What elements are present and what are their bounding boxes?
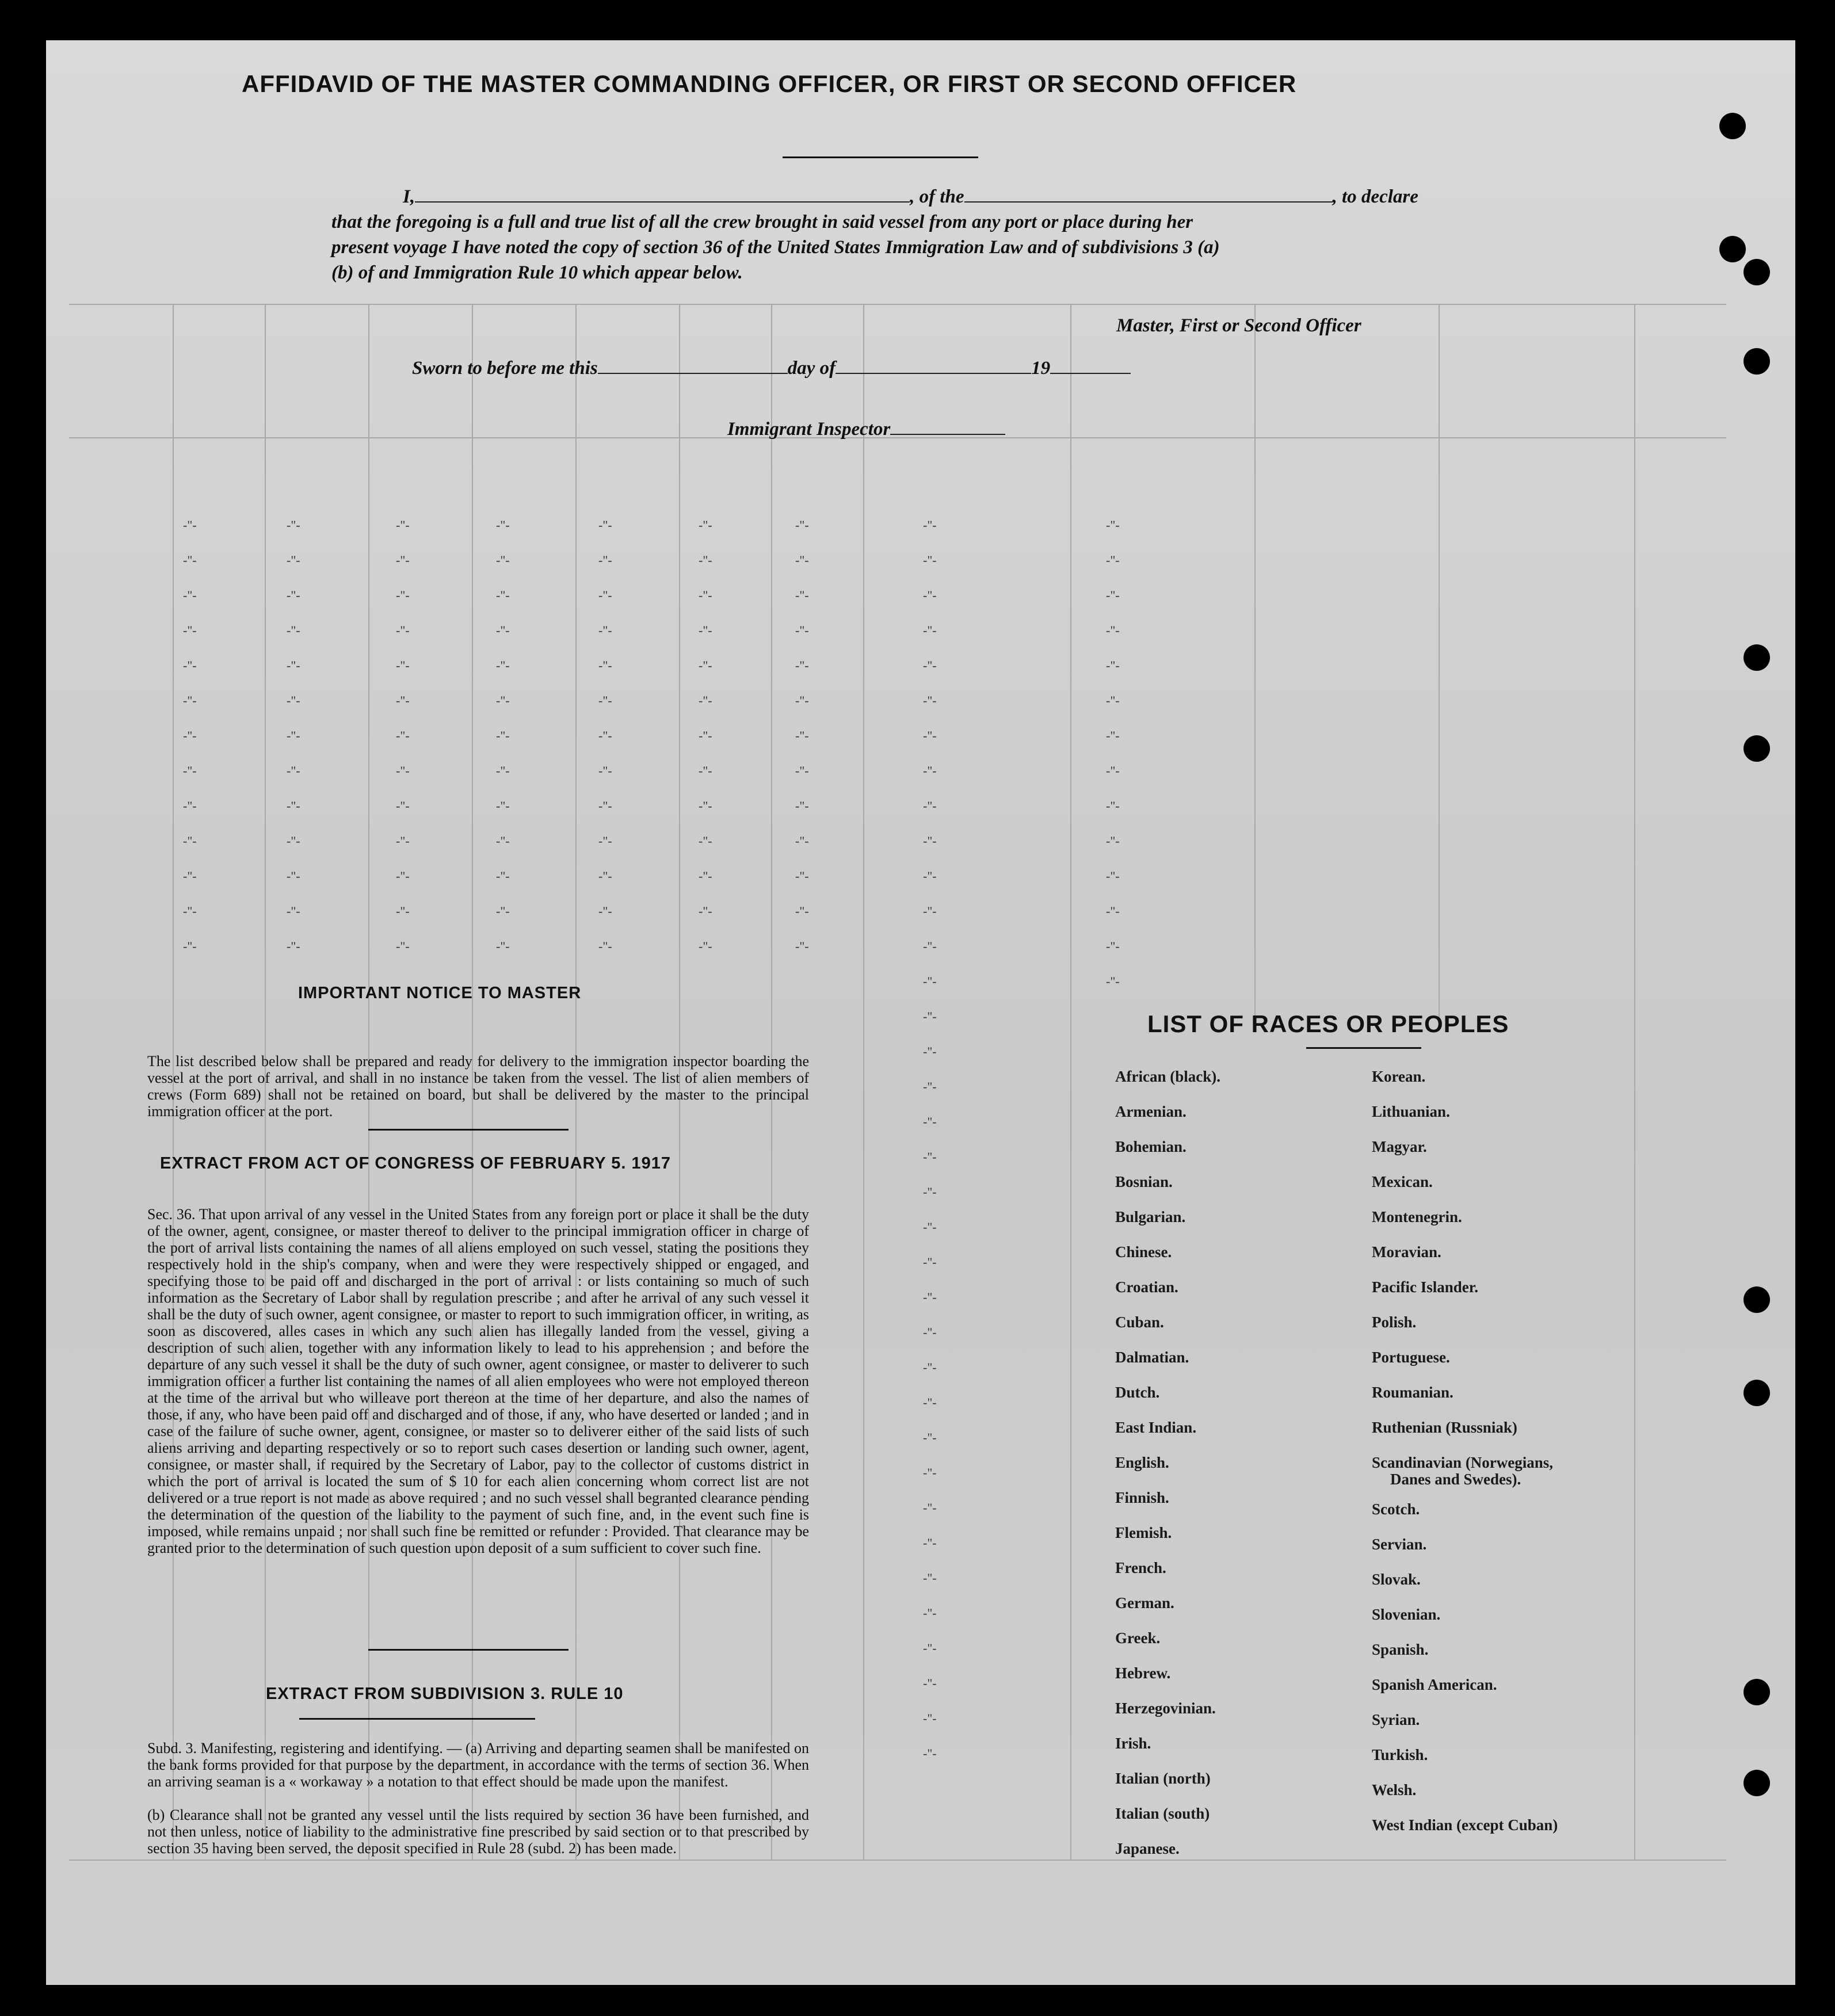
table-rule [863,304,864,1860]
master-signature-label: Master, First or Second Officer [1116,315,1361,336]
ditto-mark: -"- [396,904,410,918]
ditto-mark: -"- [183,939,197,953]
ditto-mark: -"- [699,869,712,883]
races-underline [1306,1047,1421,1049]
ditto-mark: -"- [699,658,712,673]
races-heading: LIST OF RACES OR PEOPLES [1147,1010,1509,1037]
ditto-mark: -"- [598,658,612,673]
ditto-mark: -"- [923,869,937,883]
ditto-mark: -"- [699,834,712,848]
ditto-mark: -"- [287,658,300,673]
punch-hole [1719,113,1746,139]
left-race-item: Cuban. [1115,1314,1164,1331]
ditto-mark: -"- [923,1360,937,1374]
ditto-mark: -"- [183,623,197,637]
ditto-mark: -"- [1106,693,1120,708]
ditto-mark: -"- [183,904,197,918]
right-race-item: Scotch. [1372,1500,1420,1518]
table-rule [69,304,1726,305]
punch-hole [1744,735,1770,762]
ditto-mark: -"- [496,728,510,743]
ditto-mark: -"- [598,799,612,813]
ditto-mark: -"- [396,939,410,953]
punch-hole [1744,1380,1770,1406]
ditto-mark: -"- [923,623,937,637]
sworn-day-blank[interactable] [598,373,788,374]
ditto-mark: -"- [923,1114,937,1129]
left-race-item: Armenian. [1115,1103,1187,1120]
ditto-mark: -"- [396,728,410,743]
ditto-mark: -"- [699,763,712,778]
right-race-item: Portuguese. [1372,1349,1450,1366]
ditto-mark: -"- [183,658,197,673]
affidavit-line-4: (b) of and Immigration Rule 10 which appear below. [331,262,743,283]
ditto-mark: -"- [287,623,300,637]
ditto-mark: -"- [598,553,612,567]
ditto-mark: -"- [496,834,510,848]
ditto-mark: -"- [1106,553,1120,567]
ditto-mark: -"- [1106,939,1120,953]
ditto-mark: -"- [795,728,809,743]
table-rule [1254,304,1256,1017]
ditto-mark: -"- [923,1290,937,1304]
ditto-mark: -"- [923,1571,937,1585]
ditto-mark: -"- [183,693,197,708]
ditto-mark: -"- [923,1325,937,1339]
left-race-item: Flemish. [1115,1524,1172,1541]
right-race-item: Welsh. [1372,1781,1417,1799]
ditto-mark: -"- [795,518,809,532]
ditto-mark: -"- [699,904,712,918]
right-race-item: Lithuanian. [1372,1103,1450,1120]
ditto-mark: -"- [396,869,410,883]
ditto-mark: -"- [923,1395,937,1410]
ditto-mark: -"- [923,1676,937,1690]
vessel-blank[interactable] [964,201,1333,203]
rule-text-a: Subd. 3. Manifesting, registering and identifying. — (a) Arriving and departing seamen shall be manifested on the bank forms provided for that purpose by the department, in accordance with the terms of section 36. When an arriving seaman is a « workaway » a notation to that effect should be made upon the manifest. [147,1740,809,1790]
left-race-item: Finnish. [1115,1489,1169,1506]
ditto-mark: -"- [699,518,712,532]
ditto-mark: -"- [923,1606,937,1620]
left-race-item: Dutch. [1115,1384,1160,1401]
ditto-mark: -"- [287,799,300,813]
punch-hole [1744,1770,1770,1796]
ditto-mark: -"- [1106,623,1120,637]
affidavit-line-2: that the foregoing is a full and true list of all the crew brought in said vessel from any port or place during her [331,212,1193,232]
right-race-item: Pacific Islander. [1372,1278,1478,1296]
ditto-mark: -"- [795,834,809,848]
sworn-line: Sworn to before me this day of 19 [412,358,1131,379]
act-heading: EXTRACT FROM ACT OF CONGRESS OF FEBRUARY 5. 1917 [160,1154,672,1173]
ditto-mark: -"- [496,518,510,532]
ditto-mark: -"- [496,799,510,813]
ditto-mark: -"- [923,834,937,848]
ditto-mark: -"- [923,974,937,988]
ditto-mark: -"- [183,728,197,743]
ditto-mark: -"- [795,623,809,637]
ditto-mark: -"- [1106,974,1120,988]
ditto-mark: -"- [795,763,809,778]
right-race-item: Scandinavian (Norwegians, [1372,1454,1554,1471]
act-text: Sec. 36. That upon arrival of any vessel in the United States from any foreign port or place it shall be the duty of the owner, agent, consignee, or master thereof to deliver to the principal immigration officer in charge of the port of arrival lists containing the names of all aliens employed on such vessel, stating the positions they respectively hold in the ship's company, when and were they were respectively shipped or engaged, and specifying those to be paid off and discharged in the port of arrival : or lists containing so much of such information as the Secretary of Labor shall by regulation prescribe ; and after he arrival of any such vessel it shall be the duty of such owner, agent consignee, or master to report to such immigration officer, in writing, as soon as discovered, alles cases in which any such alien has illegally landed from the vessel, giving a description of such alien, together with any information likely to lead to his apprehension ; and before the departure of any such vessel it shall be the duty of such owner, agent consignee, or master to deliverer to such immigration officer a further list containing the names of all alien employees who were not employed thereon at the time of the arrival but who willeave port thereon at the time of her departure, and also the names of those, if any, who have been paid off and discharged and of those, if any, who have deserted or landed ; and in case of the failure of suche owner, agent, consignee, or master so to deliverer either of the said lists of such aliens arriving and departing respectively or so to report such cases desertion or landing such owner, agent, consignee, or master shall, if required by the Secretary of Labor, pay to the collector of customs district in which the port of arrival is located the sum of $ 10 for each alien concerning whom correct list are not delivered or a true report is not made as above required ; and no such vessel shall begranted clearance pending the determination of the question of the liability to the payment of such fine, and, in the event such fine is imposed, while remains unpaid ; nor shall such fine be remitted or refunder : Provided. That clearance may be granted prior to the determination of such question upon deposit of a sum sufficient to cover such fine. [147,1206,809,1556]
ditto-mark: -"- [1106,588,1120,602]
ditto-mark: -"- [598,623,612,637]
ditto-mark: -"- [496,939,510,953]
ditto-mark: -"- [923,1220,937,1234]
affidavit-line-3: present voyage I have noted the copy of section 36 of the United States Immigration Law and of subdivisions 3 (a) [331,237,1220,258]
ditto-mark: -"- [496,553,510,567]
ditto-mark: -"- [396,693,410,708]
right-race-item: Moravian. [1372,1243,1441,1261]
ditto-mark: -"- [183,518,197,532]
ditto-mark: -"- [923,904,937,918]
table-rule [69,1860,1726,1861]
notice-heading: IMPORTANT NOTICE TO MASTER [298,984,582,1002]
ditto-mark: -"- [287,518,300,532]
punch-hole [1744,644,1770,671]
ditto-mark: -"- [699,728,712,743]
punch-hole [1719,236,1746,262]
ditto-mark: -"- [923,1430,937,1445]
ditto-mark: -"- [923,1185,937,1199]
left-race-item: Italian (north) [1115,1770,1211,1787]
right-race-item: Roumanian. [1372,1384,1453,1401]
ditto-mark: -"- [183,869,197,883]
ditto-mark: -"- [598,834,612,848]
left-race-item: Japanese. [1115,1840,1180,1857]
ditto-mark: -"- [1106,869,1120,883]
ditto-mark: -"- [923,1150,937,1164]
ditto-mark: -"- [287,693,300,708]
ditto-mark: -"- [1106,904,1120,918]
rule-heading: EXTRACT FROM SUBDIVISION 3. RULE 10 [266,1685,624,1703]
ditto-mark: -"- [496,623,510,637]
ditto-mark: -"- [496,904,510,918]
right-race-item: Korean. [1372,1068,1426,1085]
rule-heading-underline [299,1718,535,1720]
left-race-item: African (black). [1115,1068,1220,1085]
left-race-item: Greek. [1115,1629,1161,1647]
right-race-item: Polish. [1372,1314,1417,1331]
ditto-mark: -"- [396,834,410,848]
ditto-mark: -"- [287,553,300,567]
inspector-blank[interactable] [890,434,1005,435]
right-race-item: Slovak. [1372,1571,1421,1588]
ditto-mark: -"- [923,1465,937,1480]
ditto-mark: -"- [496,869,510,883]
sworn-year-blank[interactable] [1050,373,1131,374]
left-race-item: French. [1115,1559,1166,1576]
ditto-mark: -"- [923,1079,937,1094]
ditto-mark: -"- [598,763,612,778]
ditto-mark: -"- [598,939,612,953]
ditto-mark: -"- [795,588,809,602]
left-race-item: Croatian. [1115,1278,1178,1296]
right-race-item: Syrian. [1372,1711,1420,1728]
ditto-mark: -"- [1106,518,1120,532]
ditto-mark: -"- [183,799,197,813]
right-race-item: Ruthenian (Russniak) [1372,1419,1517,1436]
right-race-item: Spanish American. [1372,1676,1497,1693]
left-race-item: Bulgarian. [1115,1208,1186,1225]
ditto-mark: -"- [496,693,510,708]
ditto-mark: -"- [923,1255,937,1269]
affidavit-line-1: I, , of the , to declare [403,186,1418,207]
ditto-mark: -"- [287,904,300,918]
ditto-mark: -"- [598,869,612,883]
ditto-mark: -"- [795,904,809,918]
ditto-mark: -"- [795,553,809,567]
ditto-mark: -"- [699,939,712,953]
title-underline [783,156,978,158]
ditto-mark: -"- [598,588,612,602]
ditto-mark: -"- [183,763,197,778]
ditto-mark: -"- [795,799,809,813]
left-race-item: English. [1115,1454,1169,1471]
ditto-mark: -"- [183,553,197,567]
right-race-item: Slovenian. [1372,1606,1441,1623]
ditto-mark: -"- [287,869,300,883]
ditto-mark: -"- [699,693,712,708]
ditto-mark: -"- [287,728,300,743]
left-race-item: Irish. [1115,1735,1151,1752]
ditto-mark: -"- [598,518,612,532]
punch-hole [1744,1286,1770,1313]
ditto-mark: -"- [699,623,712,637]
affidavit-title: AFFIDAVID OF THE MASTER COMMANDING OFFICER, OR FIRST OR SECOND OFFICER [242,70,1297,97]
ditto-mark: -"- [396,588,410,602]
ditto-mark: -"- [1106,834,1120,848]
notice-rule [368,1129,569,1131]
left-race-item: Dalmatian. [1115,1349,1189,1366]
ditto-mark: -"- [923,1009,937,1024]
ditto-mark: -"- [923,763,937,778]
ditto-mark: -"- [923,1746,937,1761]
ditto-mark: -"- [795,869,809,883]
right-race-item: West Indian (except Cuban) [1372,1816,1558,1834]
table-rule [1634,304,1635,1860]
left-race-item: East Indian. [1115,1419,1197,1436]
ditto-mark: -"- [1106,728,1120,743]
ditto-mark: -"- [396,518,410,532]
ditto-mark: -"- [795,693,809,708]
ditto-mark: -"- [923,658,937,673]
act-rule [368,1649,569,1651]
ditto-mark: -"- [1106,763,1120,778]
punch-hole [1744,348,1770,375]
right-race-item: Servian. [1372,1536,1427,1553]
ditto-mark: -"- [923,518,937,532]
right-race-item: Mexican. [1372,1173,1433,1190]
inspector-line: Immigrant Inspector [727,419,1005,440]
left-race-item: Italian (south) [1115,1805,1210,1822]
right-race-item: Magyar. [1372,1138,1427,1155]
punch-hole [1744,259,1770,285]
ditto-mark: -"- [923,1536,937,1550]
ditto-mark: -"- [287,939,300,953]
left-race-item: Bohemian. [1115,1138,1187,1155]
rule-text-b: (b) Clearance shall not be granted any vessel until the lists required by section 36 have been furnished, and not then unless, notice of liability to the administrative fine prescribed by said section or to that prescribed by section 35 having been served, the deposit specified in Rule 28 (subd. 2) has been made. [147,1807,809,1857]
ditto-mark: -"- [496,588,510,602]
ditto-mark: -"- [496,763,510,778]
ditto-mark: -"- [795,658,809,673]
ditto-mark: -"- [699,553,712,567]
ditto-mark: -"- [396,799,410,813]
ditto-mark: -"- [923,1641,937,1655]
ditto-mark: -"- [699,799,712,813]
ditto-mark: -"- [699,588,712,602]
ditto-mark: -"- [1106,658,1120,673]
ditto-mark: -"- [923,693,937,708]
ditto-mark: -"- [1106,799,1120,813]
ditto-mark: -"- [923,939,937,953]
ditto-mark: -"- [598,728,612,743]
ditto-mark: -"- [923,553,937,567]
right-race-item: Montenegrin. [1372,1208,1462,1225]
ditto-mark: -"- [795,939,809,953]
ditto-mark: -"- [396,553,410,567]
ditto-mark: -"- [183,588,197,602]
right-race-item: Turkish. [1372,1746,1428,1763]
punch-hole [1744,1679,1770,1705]
table-rule [1070,304,1071,1860]
ditto-mark: -"- [598,693,612,708]
notice-text: The list described below shall be prepared and ready for delivery to the immigration inspector boarding the vessel at the port of arrival, and shall in no instance be taken from the vessel. The list of alien members of crews (Form 689) shall not be retained on board, but shall be delivered by the master to the principal immigration officer at the port. [147,1053,809,1120]
name-blank[interactable] [415,201,910,203]
ditto-mark: -"- [923,1711,937,1725]
left-race-item: Chinese. [1115,1243,1172,1261]
ditto-mark: -"- [923,799,937,813]
left-race-item: Herzegovinian. [1115,1700,1216,1717]
right-race-item: Spanish. [1372,1641,1429,1658]
ditto-mark: -"- [923,1044,937,1059]
sworn-month-blank[interactable] [836,373,1031,374]
ditto-mark: -"- [396,763,410,778]
ditto-mark: -"- [287,763,300,778]
ditto-mark: -"- [287,588,300,602]
left-race-item: German. [1115,1594,1174,1612]
ditto-mark: -"- [496,658,510,673]
race-item-scandinavian-cont: Danes and Swedes). [1390,1471,1521,1488]
ditto-mark: -"- [183,834,197,848]
ditto-mark: -"- [598,904,612,918]
ditto-mark: -"- [396,658,410,673]
ditto-mark: -"- [923,1500,937,1515]
left-race-item: Hebrew. [1115,1664,1171,1682]
ditto-mark: -"- [287,834,300,848]
ditto-mark: -"- [923,728,937,743]
ditto-mark: -"- [396,623,410,637]
table-rule [1439,304,1440,1017]
left-race-item: Bosnian. [1115,1173,1173,1190]
ditto-mark: -"- [923,588,937,602]
